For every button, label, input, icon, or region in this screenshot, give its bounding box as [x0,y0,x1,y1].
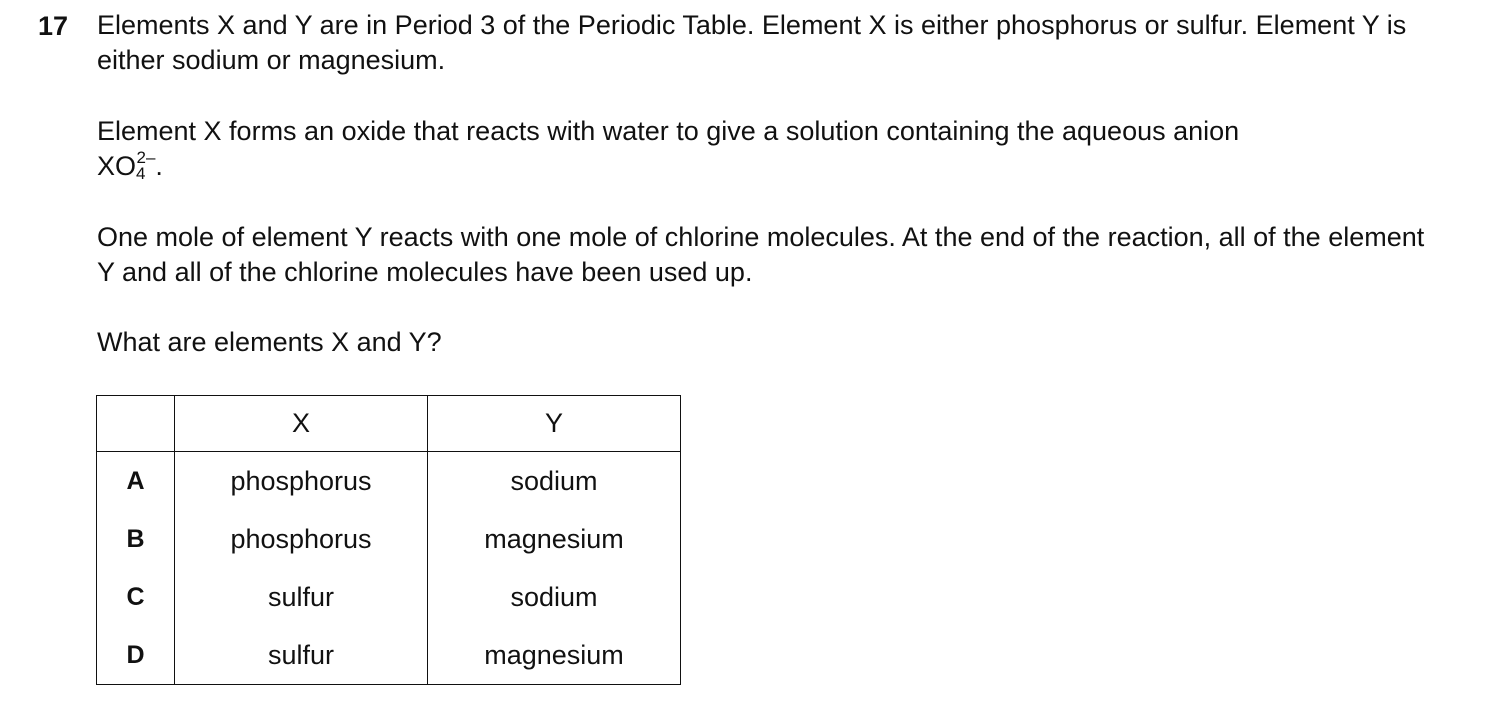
option-letter: B [97,510,175,568]
question-oxide-statement [97,114,1427,184]
option-x-value: phosphorus [175,510,428,568]
option-letter: C [97,568,175,626]
table-row [97,568,681,626]
header-y: Y [428,396,681,452]
option-y-value: sodium [428,568,681,626]
table-header-row [97,396,681,452]
anion-formula [97,149,163,184]
question-chlorine-statement: One mole of element Y reacts with one mole of chlorine molecules. At the end of the reaction, all of the element Y and all of the chlorine molecules have been used up. [97,222,1425,287]
option-x-value: sulfur [175,626,428,685]
header-letter-cell [97,396,175,452]
question-prompt: What are elements X and Y? [97,327,442,357]
table-row [97,626,681,685]
option-y-value: sodium [428,452,681,511]
option-x-value: phosphorus [175,452,428,511]
table-row [97,510,681,568]
option-letter: D [97,626,175,685]
anion-base: XO [97,151,137,181]
anion-subscript: 4 [136,164,146,183]
question-intro: Elements X and Y are in Period 3 of the Periodic Table. Element X is either phosphorus or sulfur. Element Y is either sodium or magnesium. [97,10,1407,75]
option-letter: A [97,452,175,511]
option-y-value: magnesium [428,626,681,685]
answer-table [96,395,681,685]
anion-superscript: 2– [136,148,156,167]
question-number: 17 [38,11,69,41]
header-x: X [175,396,428,452]
option-y-value: magnesium [428,510,681,568]
oxide-statement-text: Element X forms an oxide that reacts with water to give a solution containing the aqueous anion [97,116,1240,146]
anion-trailing: . [155,151,163,181]
option-x-value: sulfur [175,568,428,626]
table-row [97,452,681,511]
